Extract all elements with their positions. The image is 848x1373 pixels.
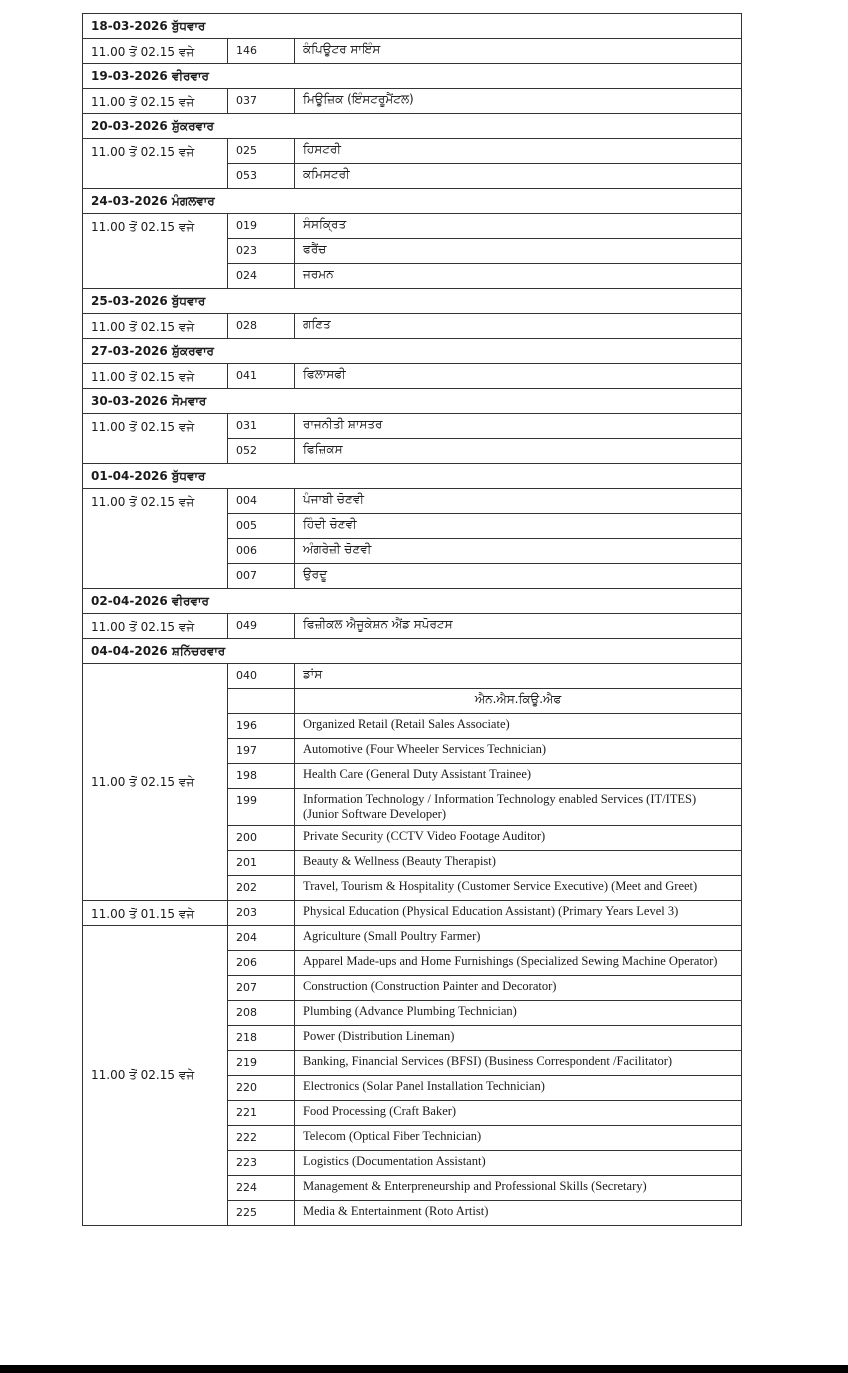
subject-name: Apparel Made-ups and Home Furnishings (Specialized Sewing Machine Operator) xyxy=(303,954,718,968)
subject-code xyxy=(228,689,295,713)
subject-row xyxy=(228,739,741,764)
subject-code: 199 xyxy=(228,789,295,825)
subject-code: 005 xyxy=(228,514,295,538)
subject-code: 052 xyxy=(228,439,295,463)
subject-rows xyxy=(228,901,741,925)
subject-name: ਹਿੰਦੀ ਚੋਣਵੀ xyxy=(303,517,357,531)
subject-rows xyxy=(228,414,741,463)
subject-name: Media & Entertainment (Roto Artist) xyxy=(303,1204,489,1218)
subject-row xyxy=(228,951,741,976)
subject-code: 221 xyxy=(228,1101,295,1125)
date-heading: 27-03-2026 ਸ਼ੁੱਕਰਵਾਰ xyxy=(83,339,741,364)
subject-row xyxy=(228,614,741,638)
date-section xyxy=(82,389,742,464)
date-heading: 18-03-2026 ਬੁੱਧਵਾਰ xyxy=(83,14,741,39)
time-block xyxy=(83,89,741,114)
subject-code: 200 xyxy=(228,826,295,850)
subject-code: 028 xyxy=(228,314,295,338)
date-heading: 19-03-2026 ਵੀਰਵਾਰ xyxy=(83,64,741,89)
subject-code: 204 xyxy=(228,926,295,950)
subject-code: 040 xyxy=(228,664,295,688)
subject-name: Beauty & Wellness (Beauty Therapist) xyxy=(303,854,496,868)
subject-code: 203 xyxy=(228,901,295,925)
date-heading: 30-03-2026 ਸੋਮਵਾਰ xyxy=(83,389,741,414)
subject-name: Plumbing (Advance Plumbing Technician) xyxy=(303,1004,517,1018)
subject-name: ਡਾਂਸ xyxy=(303,667,323,681)
subject-code: 197 xyxy=(228,739,295,763)
subject-name: Power (Distribution Lineman) xyxy=(303,1029,455,1043)
subject-name: Electronics (Solar Panel Installation Technician) xyxy=(303,1079,545,1093)
subject-rows xyxy=(228,364,741,388)
subject-name: ਫਰੈਂਚ xyxy=(303,242,327,256)
subject-rows xyxy=(228,139,741,188)
subject-code: 146 xyxy=(228,39,295,63)
subject-row xyxy=(228,714,741,739)
subject-name: ਰਾਜਨੀਤੀ ਸ਼ਾਸਤਰ xyxy=(303,417,383,431)
date-heading: 01-04-2026 ਬੁੱਧਵਾਰ xyxy=(83,464,741,489)
subject-code: 037 xyxy=(228,89,295,113)
subject-rows xyxy=(228,214,741,288)
subject-name: Information Technology / Information Technology enabled Services (IT/ITES) (Junior Software Developer) xyxy=(303,792,697,821)
exam-time xyxy=(83,139,228,188)
exam-time-text: 11.00 ਤੋਂ 02.15 ਵਜੇ xyxy=(91,1068,195,1082)
subject-name: ਸੰਸਕ੍ਰਿਤ xyxy=(303,217,347,231)
subject-rows xyxy=(228,89,741,113)
date-section xyxy=(82,13,742,64)
subject-code: 218 xyxy=(228,1026,295,1050)
exam-time xyxy=(83,214,228,288)
subject-row xyxy=(228,489,741,514)
exam-time-text: 11.00 ਤੋਂ 01.15 ਵਜੇ xyxy=(91,907,195,921)
subject-row xyxy=(228,1026,741,1051)
subject-code: 222 xyxy=(228,1126,295,1150)
subject-name: Travel, Tourism & Hospitality (Customer Service Executive) (Meet and Greet) xyxy=(303,879,698,893)
subject-rows xyxy=(228,489,741,588)
subject-name: Telecom (Optical Fiber Technician) xyxy=(303,1129,482,1143)
time-block xyxy=(83,414,741,464)
subject-row xyxy=(228,664,741,689)
subject-code: 198 xyxy=(228,764,295,788)
subject-code: 006 xyxy=(228,539,295,563)
subject-code: 004 xyxy=(228,489,295,513)
subject-row xyxy=(228,1101,741,1126)
subject-code: 031 xyxy=(228,414,295,438)
subject-row xyxy=(228,564,741,588)
subject-rows xyxy=(228,39,741,63)
subject-name: Agriculture (Small Poultry Farmer) xyxy=(303,929,481,943)
date-section xyxy=(82,339,742,389)
exam-time-text: 11.00 ਤੋਂ 02.15 ਵਜੇ xyxy=(91,220,195,234)
subject-row xyxy=(228,314,741,338)
subject-name: ਮਿਊਜ਼ਿਕ (ਇੰਸਟਰੂਮੈਂਟਲ) xyxy=(303,92,414,106)
subject-row xyxy=(228,239,741,264)
date-heading: 25-03-2026 ਬੁੱਧਵਾਰ xyxy=(83,289,741,314)
subject-code: 024 xyxy=(228,264,295,288)
exam-time xyxy=(83,664,228,900)
subject-row xyxy=(228,164,741,188)
date-heading: 20-03-2026 ਸ਼ੁੱਕਰਵਾਰ xyxy=(83,114,741,139)
time-block xyxy=(83,139,741,189)
subject-name: Health Care (General Duty Assistant Trainee) xyxy=(303,767,532,781)
exam-time xyxy=(83,926,228,1225)
exam-time-text: 11.00 ਤੋਂ 02.15 ਵਜੇ xyxy=(91,495,195,509)
subject-name: ਕੰਪਿਊਟਰ ਸਾਇੰਸ xyxy=(303,42,381,56)
subject-row xyxy=(228,1001,741,1026)
subject-row xyxy=(228,689,741,714)
subject-code: 053 xyxy=(228,164,295,188)
time-block xyxy=(83,214,741,289)
subject-row xyxy=(228,789,741,826)
time-block xyxy=(83,664,741,901)
time-block xyxy=(83,901,741,926)
subject-name: ਫਿਲਾਸਫੀ xyxy=(303,367,346,381)
exam-time xyxy=(83,901,228,925)
exam-time-text: 11.00 ਤੋਂ 02.15 ਵਜੇ xyxy=(91,95,195,109)
exam-time xyxy=(83,314,228,338)
date-section xyxy=(82,464,742,589)
subject-row xyxy=(228,851,741,876)
subject-row xyxy=(228,1076,741,1101)
scan-edge-bar xyxy=(0,1365,848,1373)
subject-rows xyxy=(228,614,741,638)
subject-code: 007 xyxy=(228,564,295,588)
subject-row xyxy=(228,1126,741,1151)
subject-row xyxy=(228,876,741,900)
time-block xyxy=(83,364,741,389)
subject-row xyxy=(228,1151,741,1176)
subject-row xyxy=(228,764,741,789)
subject-code: 025 xyxy=(228,139,295,163)
subject-name: Automotive (Four Wheeler Services Technician) xyxy=(303,742,547,756)
exam-time-text: 11.00 ਤੋਂ 02.15 ਵਜੇ xyxy=(91,370,195,384)
date-section xyxy=(82,64,742,114)
subject-rows xyxy=(228,926,741,1225)
subject-row xyxy=(228,976,741,1001)
subject-code: 023 xyxy=(228,239,295,263)
subject-code: 019 xyxy=(228,214,295,238)
subject-row xyxy=(228,414,741,439)
date-section xyxy=(82,639,742,1226)
subject-row xyxy=(228,39,741,63)
subject-code: 207 xyxy=(228,976,295,1000)
subject-name: Physical Education (Physical Education Assistant) (Primary Years Level 3) xyxy=(303,904,679,918)
time-block xyxy=(83,39,741,64)
subject-row xyxy=(228,439,741,463)
subject-row xyxy=(228,1051,741,1076)
subject-name: Logistics (Documentation Assistant) xyxy=(303,1154,486,1168)
subject-name: ਅੰਗਰੇਜ਼ੀ ਚੋਣਵੀ xyxy=(303,542,372,556)
subject-code: 201 xyxy=(228,851,295,875)
subject-name: ਹਿਸਟਰੀ xyxy=(303,142,341,156)
subject-code: 224 xyxy=(228,1176,295,1200)
subject-row xyxy=(228,926,741,951)
subject-code: 219 xyxy=(228,1051,295,1075)
time-block xyxy=(83,314,741,339)
subject-code: 223 xyxy=(228,1151,295,1175)
subject-row xyxy=(228,901,741,925)
exam-time-text: 11.00 ਤੋਂ 02.15 ਵਜੇ xyxy=(91,45,195,59)
subject-code: 225 xyxy=(228,1201,295,1225)
subject-code: 196 xyxy=(228,714,295,738)
subject-name: Management & Enterpreneurship and Professional Skills (Secretary) xyxy=(303,1179,647,1193)
nsqf-heading: ਐਨ.ਐਸ.ਕਿਊ.ਐਫ xyxy=(474,692,562,706)
subject-row xyxy=(228,539,741,564)
subject-row xyxy=(228,214,741,239)
exam-time-text: 11.00 ਤੋਂ 02.15 ਵਜੇ xyxy=(91,420,195,434)
subject-code: 202 xyxy=(228,876,295,900)
date-section xyxy=(82,189,742,289)
subject-row xyxy=(228,264,741,288)
exam-time xyxy=(83,614,228,638)
time-block xyxy=(83,614,741,639)
date-section xyxy=(82,589,742,639)
subject-code: 206 xyxy=(228,951,295,975)
subject-name: ਕਮਿਸਟਰੀ xyxy=(303,167,350,181)
subject-row xyxy=(228,1176,741,1201)
date-heading: 02-04-2026 ਵੀਰਵਾਰ xyxy=(83,589,741,614)
subject-name: Food Processing (Craft Baker) xyxy=(303,1104,457,1118)
subject-name: Construction (Construction Painter and Decorator) xyxy=(303,979,557,993)
exam-time xyxy=(83,39,228,63)
date-section xyxy=(82,114,742,189)
subject-name: ਪੰਜਾਬੀ ਚੋਣਵੀ xyxy=(303,492,364,506)
subject-name: ਜਰਮਨ xyxy=(303,267,334,281)
subject-row xyxy=(228,826,741,851)
exam-time xyxy=(83,364,228,388)
subject-row xyxy=(228,514,741,539)
subject-row xyxy=(228,364,741,388)
subject-row xyxy=(228,1201,741,1225)
time-block xyxy=(83,489,741,589)
exam-time-text: 11.00 ਤੋਂ 02.15 ਵਜੇ xyxy=(91,145,195,159)
subject-code: 041 xyxy=(228,364,295,388)
subject-rows xyxy=(228,664,741,900)
date-section xyxy=(82,289,742,339)
subject-name: ਗਣਿਤ xyxy=(303,317,331,331)
subject-code: 049 xyxy=(228,614,295,638)
exam-schedule-table xyxy=(82,13,742,1226)
exam-time-text: 11.00 ਤੋਂ 02.15 ਵਜੇ xyxy=(91,320,195,334)
subject-row xyxy=(228,89,741,113)
exam-time xyxy=(83,89,228,113)
subject-name: ਫਿਜ਼ੀਕਲ ਐਜੂਕੇਸ਼ਨ ਐਂਡ ਸਪੋਰਟਸ xyxy=(303,617,453,631)
date-heading: 24-03-2026 ਮੰਗਲਵਾਰ xyxy=(83,189,741,214)
subject-code: 220 xyxy=(228,1076,295,1100)
exam-time-text: 11.00 ਤੋਂ 02.15 ਵਜੇ xyxy=(91,774,195,789)
subject-name: ਫਿਜ਼ਿਕਸ xyxy=(303,442,343,456)
subject-name: Banking, Financial Services (BFSI) (Business Correspondent /Facilitator) xyxy=(303,1054,673,1068)
subject-name: ਉਰਦੂ xyxy=(303,567,328,581)
exam-time-text: 11.00 ਤੋਂ 02.15 ਵਜੇ xyxy=(91,620,195,634)
date-heading: 04-04-2026 ਸ਼ਨਿੱਚਰਵਾਰ xyxy=(83,639,741,664)
exam-time xyxy=(83,414,228,463)
subject-name: Private Security (CCTV Video Footage Auditor) xyxy=(303,829,546,843)
subject-row xyxy=(228,139,741,164)
subject-rows xyxy=(228,314,741,338)
subject-name: Organized Retail (Retail Sales Associate) xyxy=(303,717,510,731)
subject-code: 208 xyxy=(228,1001,295,1025)
time-block xyxy=(83,926,741,1226)
exam-time xyxy=(83,489,228,588)
